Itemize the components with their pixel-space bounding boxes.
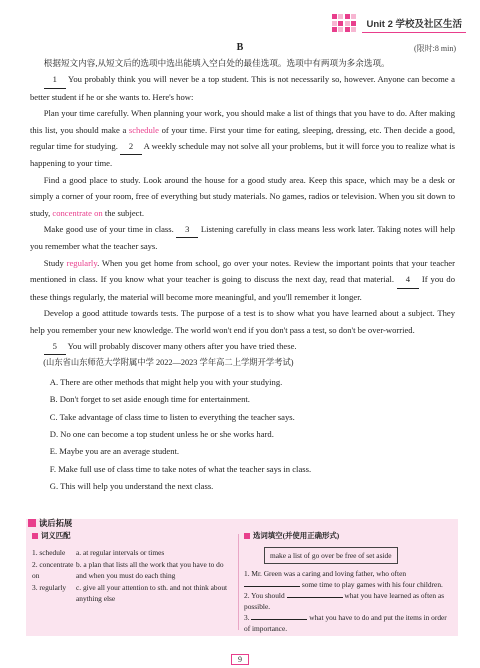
panel-divider <box>238 534 239 630</box>
bullet-icon <box>244 533 250 539</box>
blank-1[interactable]: 1 <box>44 71 66 88</box>
fill-blank-2[interactable] <box>287 597 343 598</box>
options-list <box>30 374 455 496</box>
paragraph-1: 1 You probably think you will never be a top student. This is not necessarily so, however. Anyone can become a better student if he or she wants to. Here's how: <box>30 71 455 105</box>
blank-4[interactable]: 4 <box>397 271 419 288</box>
option-e[interactable]: E. Maybe you are an average student. <box>49 446 180 457</box>
matching-heading: 词义匹配 <box>41 531 71 540</box>
paragraph-7: 5 You will probably discover many others after you have tried these. <box>30 338 455 355</box>
matching-section <box>32 530 232 605</box>
unit-title: Unit 2 学校及社区生活 <box>362 14 466 33</box>
extension-title: 读后拓展 <box>28 517 72 529</box>
paragraph-5: Study regularly. When you get home from school, go over your notes. Review the important points that your teacher mentioned in class. If you know what your teacher is going to discuss the next day, read that material. 4 If you do these things regularly, the material will become more meaningful, and you'll remember it longer. <box>30 257 455 302</box>
header-decoration-icon <box>332 14 357 32</box>
option-b[interactable]: B. Don't forget to set aside enough time for entertainment. <box>49 394 250 405</box>
page-header <box>332 12 466 34</box>
blank-3[interactable]: 3 <box>176 221 198 238</box>
fill-blank-3[interactable] <box>251 619 307 620</box>
fill-heading: 选词填空(并使用正确形式) <box>253 531 340 540</box>
paragraph-6: Develop a good attitude towards tests. The purpose of a test is to show what you have learned about a subject. They help you remember your new knowledge. The world won't end if you don't pass a test, so don't be over-worried. <box>30 308 455 335</box>
word-box: make a list of go over be free of set aside <box>264 547 398 564</box>
fill-blank-1[interactable] <box>244 586 300 587</box>
option-g[interactable]: G. This will help you understand the next class. <box>49 481 214 492</box>
source-note: (山东省山东师范大学附属中学 2022—2023 学年高二上学期开学考试) <box>43 358 294 368</box>
fill-item-1: 1. Mr. Green was a caring and loving father, who often some time to play games with his four children. <box>244 569 443 589</box>
time-limit: (限时:8 min) <box>414 44 456 53</box>
book-icon <box>28 519 36 527</box>
option-d[interactable]: D. No one can become a top student unless he or she works hard. <box>49 428 274 439</box>
section-label: B <box>236 42 244 53</box>
paragraph-3: Find a good place to study. Look around the house for a good study area. Keep this space, which may be a desk or simply a corner of your room, free of everything but study materials. No games, radios or television. When you sit down to study, concentrate on the subject. <box>30 174 455 218</box>
passage-body <box>30 55 455 496</box>
highlight-regularly: regularly <box>66 257 98 268</box>
bullet-icon <box>32 533 38 539</box>
blank-5[interactable]: 5 <box>44 338 66 355</box>
option-a[interactable]: A. There are other methods that might help you with your studying. <box>49 376 283 387</box>
highlight-schedule: schedule <box>128 124 159 135</box>
fill-item-3: 3. what you have to do and put the items in order of importance. <box>244 613 447 633</box>
fill-section <box>244 530 450 634</box>
fill-item-2: 2. You should what you have learned as often as possible. <box>244 591 445 611</box>
match-row: 1. schedule a. at regular intervals or times <box>32 548 165 557</box>
instructions: 根据短文内容,从短文后的选项中选出能填入空白处的最佳选项。选项中有两项为多余选项。 <box>43 58 390 68</box>
option-f[interactable]: F. Make full use of class time to take notes of what the teacher says in class. <box>49 463 312 474</box>
match-row: 2. concentrate on b. a plan that lists all the work that you have to do and when you must do each thing <box>32 560 224 580</box>
match-row: 3. regularly c. give all your attention to sth. and not think about anything else <box>32 583 228 603</box>
option-c[interactable]: C. Take advantage of class time to listen to everything the teacher says. <box>49 411 295 422</box>
highlight-concentrate-on: concentrate on <box>52 207 103 218</box>
blank-2[interactable]: 2 <box>120 138 142 155</box>
paragraph-4: Make good use of your time in class. 3 Listening carefully in class means less work later. Taking notes will help you remember what the teacher says. <box>30 221 455 255</box>
page-number: 9 <box>0 655 480 664</box>
paragraph-2: Plan your time carefully. When planning your work, you should make a list of things that you have to do. After making this list, you should make a schedule of your time. First your time for eating, sleeping, dressing, etc. Then decide a good, regular time for studying. 2 A weekly schedule may not solve all your problems, but it will force you to realize what is happening to your time. <box>30 108 455 169</box>
